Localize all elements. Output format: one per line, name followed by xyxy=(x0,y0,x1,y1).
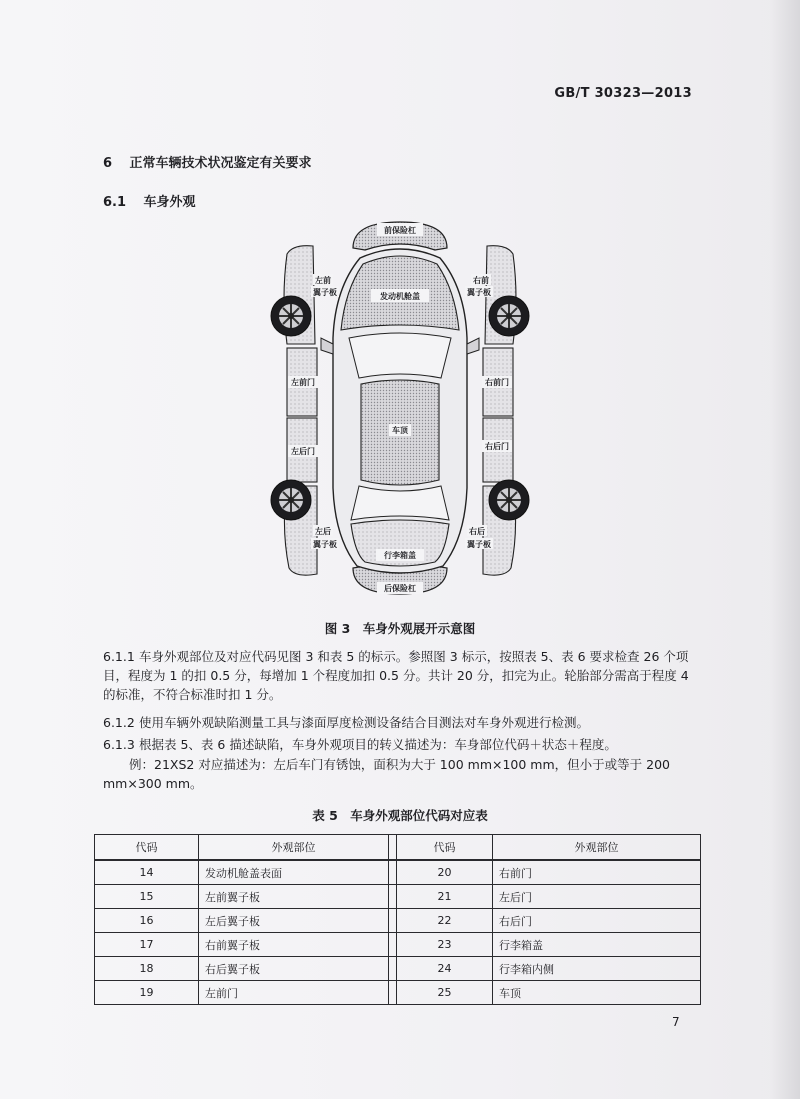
section-6-heading xyxy=(103,152,312,171)
cell-part: 左前门 xyxy=(199,981,389,1005)
cell-code: 17 xyxy=(95,933,199,957)
table-5-caption: 表 5 车身外观部位代码对应表 xyxy=(312,808,488,823)
cell-code: 15 xyxy=(95,885,199,909)
label-right-front-fender-2: 翼子板 xyxy=(467,288,491,297)
header-code-right: 代码 xyxy=(397,835,493,861)
paragraph-6-1-3 xyxy=(103,735,703,754)
left-mirror-shape xyxy=(321,338,333,354)
paragraph-6-1-3-text: 根据表 5、表 6 描述缺陷，车身外观项目的转义描述为：车身部位代码＋状态＋程度。 xyxy=(139,737,617,752)
table-row xyxy=(95,957,701,981)
table-header-row xyxy=(95,835,701,861)
table-row xyxy=(95,860,701,885)
table-divider xyxy=(389,981,397,1005)
windshield-shape xyxy=(349,333,451,378)
cell-part: 车顶 xyxy=(493,981,701,1005)
table-divider xyxy=(389,957,397,981)
paragraph-6-1-3-number: 6.1.3 xyxy=(103,737,135,752)
section-6-title: 正常车辆技术状况鉴定有关要求 xyxy=(129,156,312,171)
label-hood: 发动机舱盖 xyxy=(380,292,420,301)
cell-code: 18 xyxy=(95,957,199,981)
cell-part: 右后门 xyxy=(493,909,701,933)
cell-code: 16 xyxy=(95,909,199,933)
table-divider xyxy=(389,909,397,933)
paragraph-6-1-1-text: 车身外观部位及对应代码见图 3 和表 5 的标示。参照图 3 标示，按照表 5、表 6 要求检查 26 个项目，程度为 1 的扣 0.5 分，每增加 1 个程度加扣 0.5 分。共计 20 分，扣完为止。轮胎部分需高于程度 4 的标准，不符合标准时扣 1 分。 xyxy=(103,649,689,702)
right-rear-wheel xyxy=(489,480,529,520)
cell-code: 22 xyxy=(397,909,493,933)
label-left-front-fender-1: 左前 xyxy=(315,276,331,285)
cell-part: 行李箱内侧 xyxy=(493,957,701,981)
section-6-1-heading xyxy=(103,191,196,210)
table-row xyxy=(95,909,701,933)
label-rear-bumper: 后保险杠 xyxy=(384,584,416,593)
label-right-front-fender-1: 右前 xyxy=(473,276,489,285)
cell-code: 20 xyxy=(397,860,493,885)
standard-code: GB/T 30323—2013 xyxy=(554,86,692,101)
cell-code: 24 xyxy=(397,957,493,981)
paragraph-6-1-2 xyxy=(103,713,703,732)
table-divider xyxy=(389,885,397,909)
cell-part: 右后翼子板 xyxy=(199,957,389,981)
left-rear-wheel xyxy=(271,480,311,520)
label-right-rear-door: 右后门 xyxy=(485,442,509,451)
cell-code: 23 xyxy=(397,933,493,957)
paragraph-6-1-2-number: 6.1.2 xyxy=(103,715,135,730)
car-body-diagram xyxy=(265,218,535,596)
table-divider xyxy=(389,835,397,861)
header-part-left: 外观部位 xyxy=(199,835,389,861)
paragraph-6-1-1-number: 6.1.1 xyxy=(103,649,135,664)
table-divider xyxy=(389,860,397,885)
header-code-left: 代码 xyxy=(95,835,199,861)
left-front-wheel xyxy=(271,296,311,336)
cell-part: 右前门 xyxy=(493,860,701,885)
section-6-1-title: 车身外观 xyxy=(143,195,196,210)
example-paragraph: 例：21XS2 对应描述为：左后车门有锈蚀，面积为大于 100 mm×100 mm，但小于或等于 200 mm×300 mm。 xyxy=(103,757,670,791)
section-6-number: 6 xyxy=(103,156,113,171)
cell-part: 右前翼子板 xyxy=(199,933,389,957)
cell-part: 发动机舱盖表面 xyxy=(199,860,389,885)
label-left-front-door: 左前门 xyxy=(291,378,315,387)
table-row xyxy=(95,933,701,957)
cell-code: 21 xyxy=(397,885,493,909)
label-left-rear-fender-1: 左后 xyxy=(315,527,331,536)
label-front-bumper: 前保险杠 xyxy=(384,226,416,235)
page-number: 7 xyxy=(672,1015,680,1029)
table-row xyxy=(95,885,701,909)
cell-part: 左前翼子板 xyxy=(199,885,389,909)
table-5 xyxy=(94,834,701,1005)
right-mirror-shape xyxy=(467,338,479,354)
rear-window-shape xyxy=(351,486,449,520)
label-right-rear-fender-2: 翼子板 xyxy=(467,540,491,549)
label-trunk-lid: 行李箱盖 xyxy=(384,551,416,560)
table-divider xyxy=(389,933,397,957)
cell-part: 左后翼子板 xyxy=(199,909,389,933)
paragraph-6-1-1 xyxy=(103,647,703,704)
cell-code: 19 xyxy=(95,981,199,1005)
car-body-svg xyxy=(265,218,535,596)
label-left-front-fender-2: 翼子板 xyxy=(313,288,337,297)
cell-code: 14 xyxy=(95,860,199,885)
label-right-rear-fender-1: 右后 xyxy=(469,527,485,536)
label-left-rear-door: 左后门 xyxy=(291,447,315,456)
paragraph-6-1-2-text: 使用车辆外观缺陷测量工具与漆面厚度检测设备结合目测法对车身外观进行检测。 xyxy=(139,715,590,730)
right-front-wheel xyxy=(489,296,529,336)
label-left-rear-fender-2: 翼子板 xyxy=(313,540,337,549)
cell-part: 左后门 xyxy=(493,885,701,909)
label-right-front-door: 右前门 xyxy=(485,378,509,387)
header-part-right: 外观部位 xyxy=(493,835,701,861)
table-row xyxy=(95,981,701,1005)
figure-3-caption: 图 3 车身外观展开示意图 xyxy=(324,621,476,636)
cell-part: 行李箱盖 xyxy=(493,933,701,957)
label-roof: 车顶 xyxy=(392,426,408,435)
cell-code: 25 xyxy=(397,981,493,1005)
section-6-1-number: 6.1 xyxy=(103,195,127,210)
